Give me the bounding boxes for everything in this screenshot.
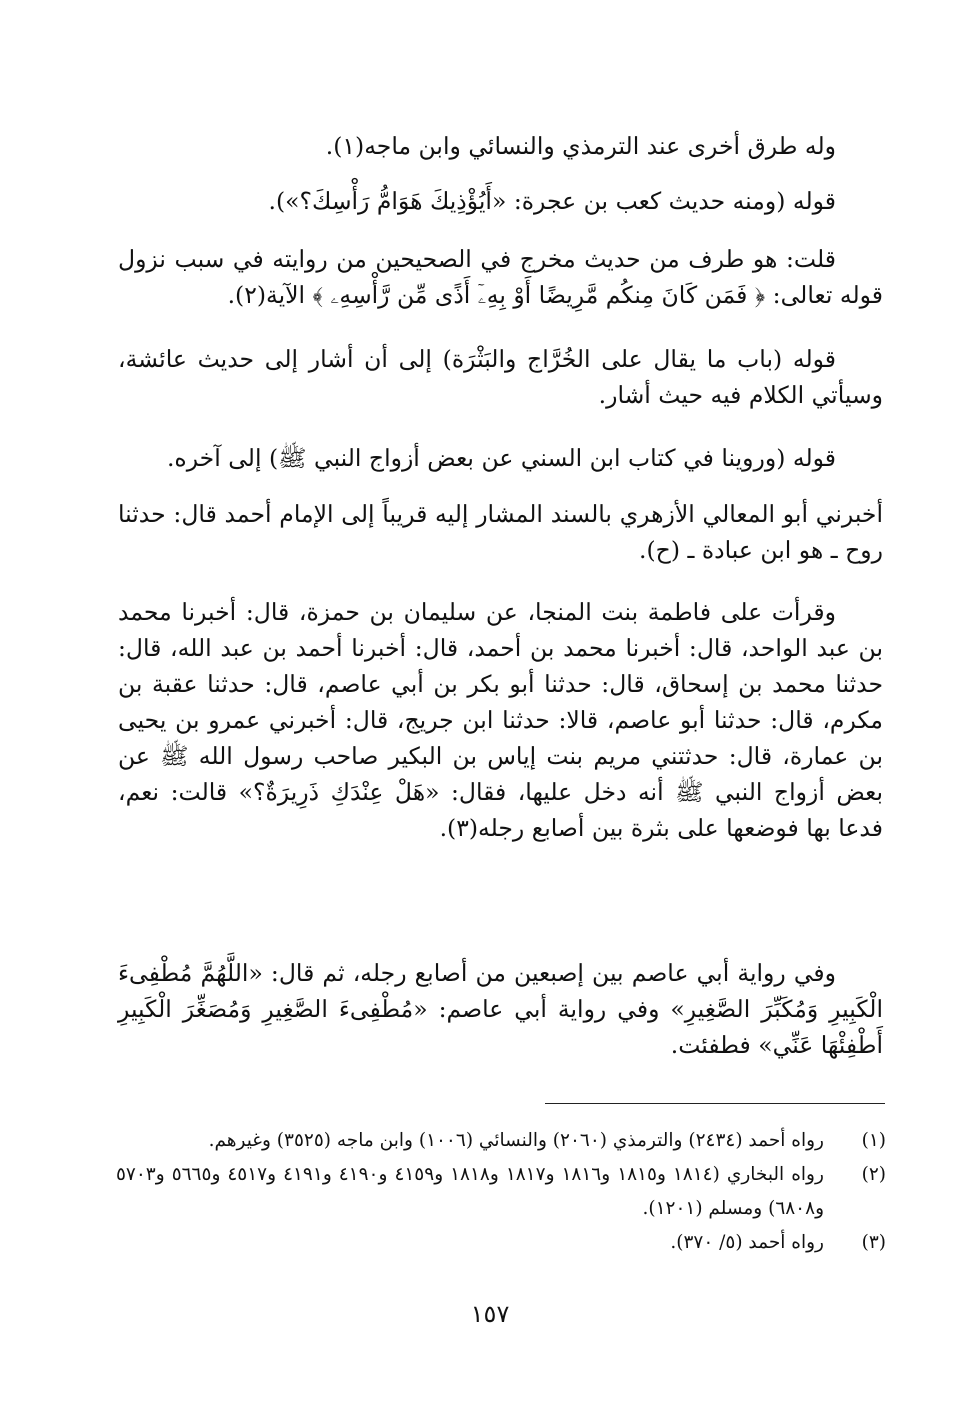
footnote-number: (٢) — [861, 1164, 886, 1185]
footnote-number: (١) — [861, 1130, 886, 1151]
footnote-3 — [116, 1226, 886, 1260]
paragraph-7: وقرأت على فاطمة بنت المنجا، عن سليمان بن حمزة، قال: أخبرنا محمد بن عبد الواحد، قال: أخبرنا محمد بن أحمد، قال: أخبرنا أحمد بن عبد الله، قال: حدثنا محمد بن إسحاق، قال: حدثنا أبو بكر بن أبي عاصم، قال: حدثنا عقبة بن مكرم، قال: حدثنا أبو عاصم، قالا: حدثنا ابن جريج، قال: أخبرني عمرو بن يحيى بن عمارة، قال: حدثتني مريم بنت إياس بن البكير صاحب رسول الله ﷺ عن بعض أزواج النبي ﷺ أنه دخل عليها، فقال: «هَلْ عِنْدَكِ ذَرِيرَةٌ؟» قالت: نعم، فدعا بها فوضعها على بثرة بين أصابع رجله(٣). — [118, 598, 883, 842]
paragraph-8: وفي رواية أبي عاصم بين إصبعين من أصابع رجله، ثم قال: «اللَّهُمَّ مُطْفِىءَ الْكَبِيرِ وَمُكَبِّرَ الصَّغِيرِ» وفي رواية أبي عاصم: «مُطْفِىءَ الصَّغِيرِ وَمُصَغِّرَ الْكَبِيرِ أَطْفِئْهَا عَنِّي» فطفئت. — [118, 959, 883, 1059]
paragraph-5: قوله (وروينا في كتاب ابن السني عن بعض أزواج النبي ﷺ) إلى آخره. — [166, 444, 836, 472]
paragraph-3: قلت: هو طرف من حديث مخرج في الصحيحين من روايته في سبب نزول قوله تعالى: ﴿ فَمَن كَانَ مِنكُم مَّرِيضًا أَوْ بِهِۦٓ أَذًى مِّن رَّأْسِهِۦ ﴾ الآية(٢). — [118, 245, 883, 309]
paragraph-6: أخبرني أبو المعالي الأزهري بالسند المشار إليه قريباً إلى الإمام أحمد قال: حدثنا روح ـ هو ابن عبادة ـ (ح). — [118, 500, 883, 564]
footnote-text: رواه أحمد (٢٤٣٤) والترمذي (٢٠٦٠) والنسائي (١٠٠٦) وابن ماجه (٣٥٢٥) وغيرهم. — [208, 1130, 824, 1151]
footnote-text: رواه أحمد (٥/ ٣٧٠). — [670, 1232, 824, 1253]
paragraph-1: وله طرق أخرى عند الترمذي والنسائي وابن ماجه(١). — [325, 132, 836, 160]
footnotes — [116, 1124, 886, 1260]
footnote-number: (٣) — [861, 1232, 886, 1253]
paragraph-4: قوله (باب ما يقال على الخُرَّاج والبَثْرَة) إلى أن أشار إلى حديث عائشة، وسيأتي الكلام فيه حيث أشار. — [118, 345, 883, 409]
footnote-separator — [545, 1103, 885, 1104]
footnote-text: رواه البخاري (١٨١٤ و١٨١٥ و١٨١٦ و١٨١٧ و١٨١٨ و٤١٥٩ و٤١٩٠ و٤١٩١ و٤٥١٧ و٥٦٦٥ و٥٧٠٣ و٦٨٠٨) ومسلم (١٢٠١). — [116, 1164, 824, 1219]
footnote-2 — [116, 1158, 886, 1226]
page-number: ١٥٧ — [470, 1300, 510, 1328]
footnote-1 — [116, 1124, 886, 1158]
paragraph-2: قوله (ومنه حديث كعب بن عجرة: «أَيُؤْذِيكَ هَوَامُّ رَأْسِكَ؟»). — [268, 187, 836, 215]
